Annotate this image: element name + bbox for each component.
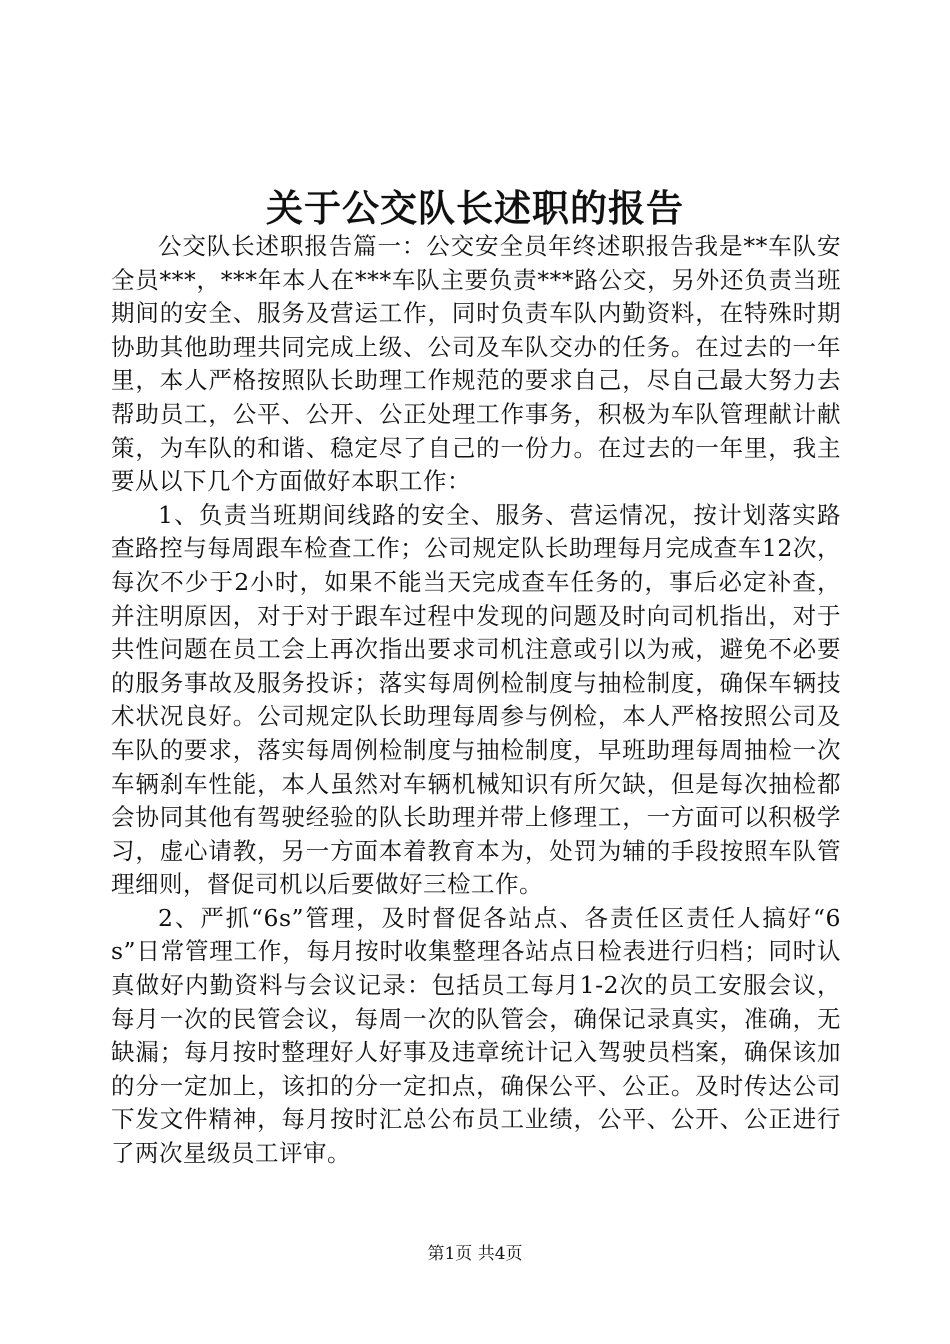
paragraph-item-1: 1、负责当班期间线路的安全、服务、营运情况，按计划落实路查路控与每周跟车检查工作；公司规定队长助理每月完成查车12次，每次不少于2小时，如果不能当天完成查车任务的，事后必定补查，并注明原因，对于对于跟车过程中发现的问题及时向司机指出，对于共性问题在员工会上再次指出要求司机注意或引以为戒，避免不必要的服务事故及服务投诉；落实每周例检制度与抽检制度，确保车辆技术状况良好。公司规定队长助理每周参与例检，本人严格按照公司及车队的要求，落实每周例检制度与抽检制度，早班助理每周抽检一次车辆刹车性能，本人虽然对车辆机械知识有所欠缺，但是每次抽检都会协同其他有驾驶经验的队长助理并带上修理工，一方面可以积极学习，虚心请教，另一方面本着教育本为，处罚为辅的手段按照车队管理细则，督促司机以后要做好三检工作。 [111, 500, 841, 899]
paragraph-item-2: 2、严抓“6s”管理，及时督促各站点、各责任区责任人搞好“6s”日常管理工作，每月按时收集整理各站点日检表进行归档；同时认真做好内勤资料与会议记录：包括员工每月1-2次的员工安服会议，每月一次的民管会议，每周一次的队管会，确保记录真实，准确，无缺漏；每月按时整理好人好事及违章统计记入驾驶员档案，确保该加的分一定加上，该扣的分一定扣点，确保公平、公正。及时传达公司下发文件精神，每月按时汇总公布员工业绩，公平、公开、公正进行了两次星级员工评审。 [111, 903, 841, 1168]
paragraph-intro: 公交队长述职报告篇一：公交安全员年终述职报告我是**车队安全员***，***年本人在***车队主要负责***路公交，另外还负责当班期间的安全、服务及营运工作，同时负责车队内勤资料，在特殊时期协助其他助理共同完成上级、公司及车队交办的任务。在过去的一年里，本人严格按照队长助理工作规范的要求自己，尽自己最大努力去帮助员工，公平、公开、公正处理工作事务，积极为车队管理献计献策，为车队的和谐、稳定尽了自己的一份力。在过去的一年里，我主要从以下几个方面做好本职工作： [111, 232, 841, 496]
document-body [111, 230, 841, 1171]
document-title: 关于公交队长述职的报告 [266, 186, 684, 230]
page-footer: 第1页 共4页 [427, 1244, 523, 1264]
